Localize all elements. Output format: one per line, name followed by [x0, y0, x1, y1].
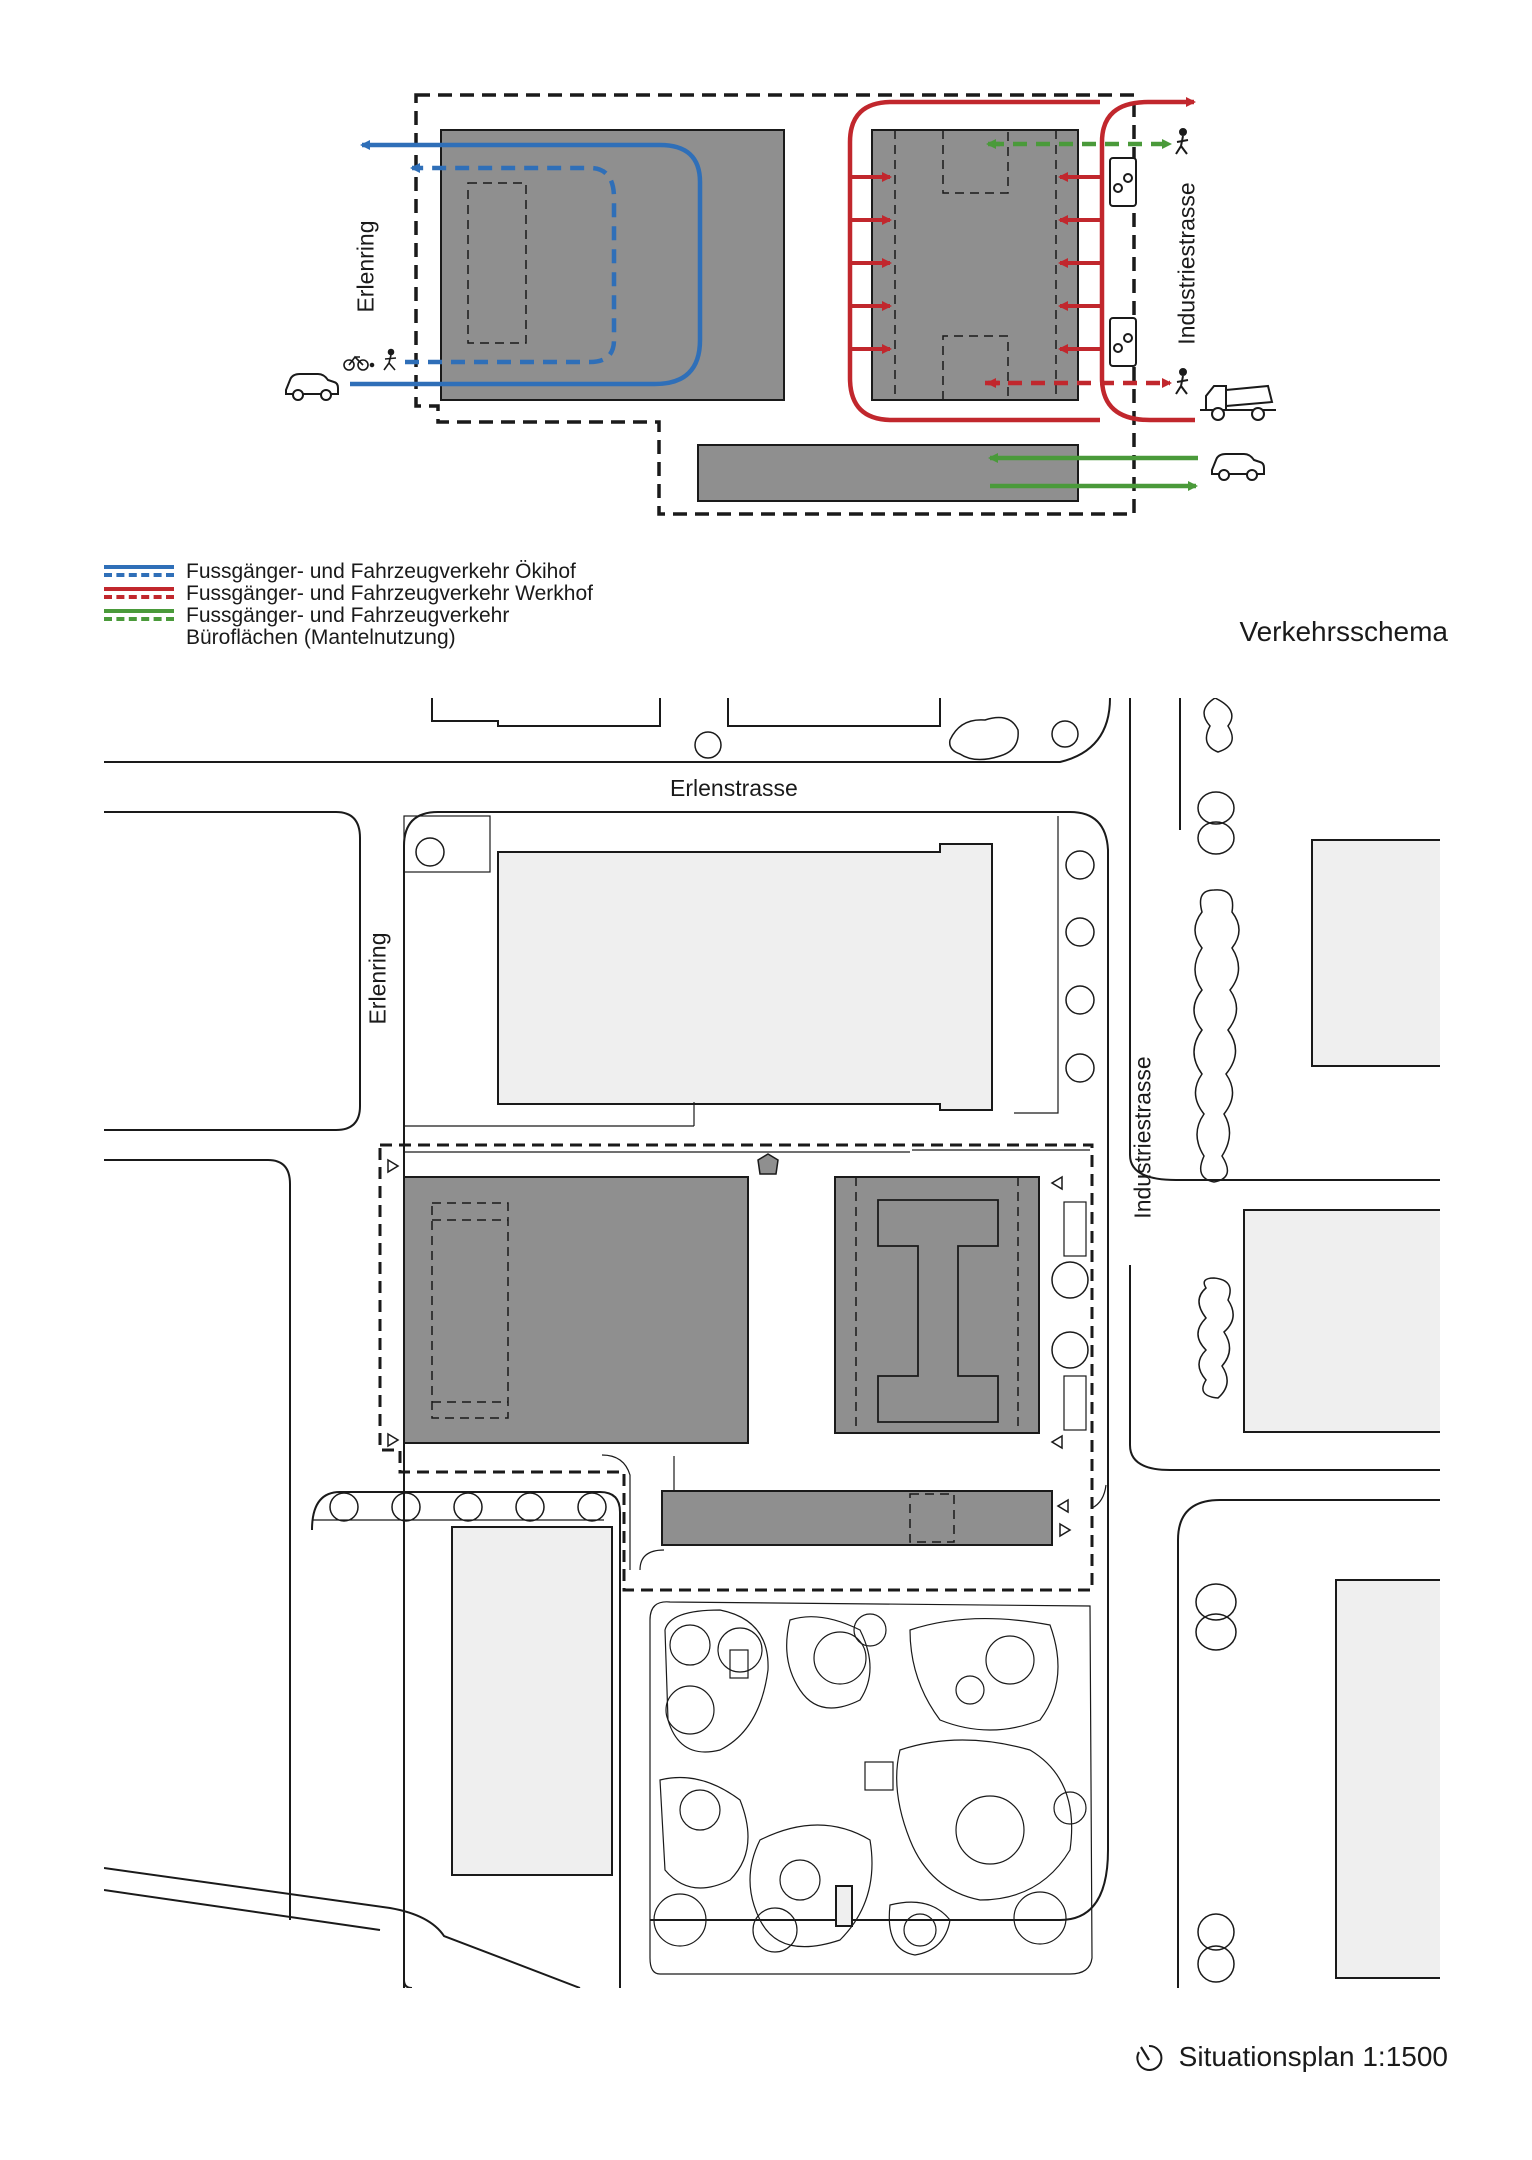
bicycle-pedestrian-icon [344, 350, 396, 371]
traffic-scheme-diagram [0, 60, 1532, 620]
truck-icon [1200, 386, 1276, 420]
legend-label: Fussgänger- und Fahrzeugverkehr Werkhof [186, 582, 593, 605]
plan-building-buero [662, 1491, 1052, 1545]
schema-title: Verkehrsschema [1239, 616, 1448, 647]
legend-swatch-buero [104, 609, 174, 623]
plan-building-east-1 [1312, 840, 1442, 1066]
pedestrian-icon [1176, 369, 1188, 394]
schema-street-east-label: Industriestrasse [1173, 182, 1200, 345]
bicycle-parking-north [1110, 158, 1136, 206]
legend-label: Fussgänger- und Fahrzeugverkehr Ökihof [186, 560, 576, 583]
plan-building-east-2 [1244, 1210, 1442, 1432]
car-icon [286, 374, 338, 400]
pedestrian-icon [1176, 129, 1188, 154]
legend-label: Büroflächen (Mantelnutzung) [186, 626, 456, 649]
legend-swatch-oekihof [104, 565, 174, 579]
car-icon [1212, 454, 1264, 480]
building-buero [698, 445, 1078, 501]
plan-building-oekihof [404, 1177, 748, 1443]
north-arrow-icon [1133, 2042, 1165, 2074]
plan-street-east-label: Industriestrasse [1129, 1056, 1156, 1219]
legend-swatch-werkhof [104, 587, 174, 601]
plan-title: Situationsplan 1:1500 [1178, 2041, 1448, 2072]
plan-building-southwest [452, 1527, 612, 1875]
bicycle-parking-south [1110, 318, 1136, 366]
building-werkhof [872, 130, 1078, 400]
plan-building-north [498, 844, 992, 1110]
schema-street-west-label: Erlenring [352, 220, 379, 313]
plan-street-west-label: Erlenring [364, 932, 391, 1025]
plan-building-east-3 [1336, 1580, 1442, 1978]
building-oekihof [441, 130, 784, 400]
legend-label: Fussgänger- und Fahrzeugverkehr [186, 604, 510, 627]
plan-title-block [1179, 2040, 1448, 2074]
plan-street-north-label: Erlenstrasse [670, 775, 798, 801]
site-plan-drawing [0, 690, 1532, 2020]
